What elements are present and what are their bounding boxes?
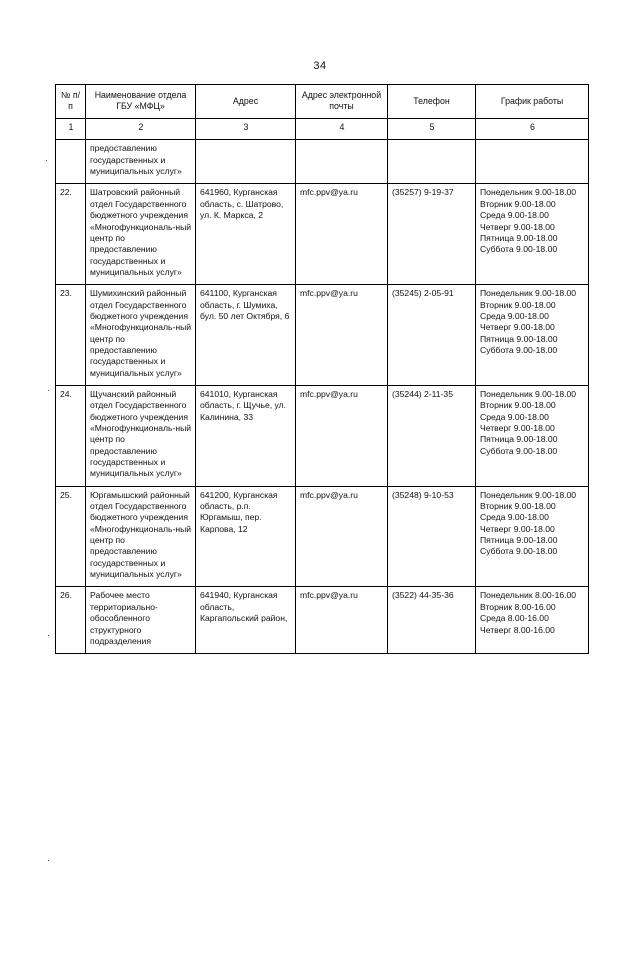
- cell-email: mfc.ppv@ya.ru: [296, 385, 388, 486]
- cell-schedule: [476, 184, 589, 285]
- schedule-line: Четверг 9.00-18.00: [480, 221, 555, 232]
- schedule-line: Пятница 9.00-18.00: [480, 232, 558, 243]
- document-page: [0, 60, 640, 965]
- cell-email: mfc.ppv@ya.ru: [296, 184, 388, 285]
- cell-number: 24.: [56, 385, 86, 486]
- cell-address: [196, 140, 296, 184]
- table-row: [56, 385, 589, 486]
- cell-number: [56, 140, 86, 184]
- cell-number: 25.: [56, 486, 86, 587]
- header-office-name: Наименование отдела ГБУ «МФЦ»: [86, 85, 196, 119]
- schedule-line: Пятница 9.00-18.00: [480, 333, 558, 344]
- cell-number: 23.: [56, 285, 86, 386]
- cell-phone: [388, 140, 476, 184]
- table-body: [56, 140, 589, 654]
- cell-address: 641940, Курганская область, Каргапольский район,: [196, 587, 296, 654]
- schedule-line: Среда 9.00-18.00: [480, 210, 549, 221]
- cell-schedule: [476, 285, 589, 386]
- cell-schedule: [476, 385, 589, 486]
- schedule-line: Суббота 9.00-18.00: [480, 344, 558, 355]
- schedule-line: Четверг 9.00-18.00: [480, 423, 555, 434]
- schedule-line: Понедельник 9.00-18.00: [480, 288, 577, 299]
- colnum-1: 1: [56, 118, 86, 140]
- schedule-line: Понедельник 9.00-18.00: [480, 489, 577, 500]
- cell-phone: (35244) 2-11-35: [388, 385, 476, 486]
- schedule-line: Среда 8.00-16.00: [480, 613, 549, 624]
- cell-email: mfc.ppv@ya.ru: [296, 486, 388, 587]
- table-column-numbers-row: [56, 118, 589, 140]
- header-schedule: График работы: [476, 85, 589, 119]
- schedule-line: Среда 9.00-18.00: [480, 411, 549, 422]
- cell-address: 641960, Курганская область, с. Шатрово, ул. К. Маркса, 2: [196, 184, 296, 285]
- colnum-3: 3: [196, 118, 296, 140]
- schedule-line: Суббота 9.00-18.00: [480, 445, 558, 456]
- cell-schedule: [476, 140, 589, 184]
- margin-mark: ·: [47, 855, 50, 865]
- cell-number: 26.: [56, 587, 86, 654]
- header-phone: Телефон: [388, 85, 476, 119]
- schedule-line: Пятница 9.00-18.00: [480, 535, 558, 546]
- table-container: [55, 84, 588, 654]
- cell-email: mfc.ppv@ya.ru: [296, 285, 388, 386]
- schedule-line: Вторник 9.00-18.00: [480, 198, 556, 209]
- schedule-line: Среда 9.00-18.00: [480, 310, 549, 321]
- schedule-line: Четверг 9.00-18.00: [480, 523, 555, 534]
- cell-email: mfc.ppv@ya.ru: [296, 587, 388, 654]
- margin-mark: ·: [47, 630, 50, 640]
- schedule-line: Вторник 9.00-18.00: [480, 400, 556, 411]
- cell-office-name: Рабочее место территориально-обособленного структурного подразделения: [86, 587, 196, 654]
- schedule-line: Суббота 9.00-18.00: [480, 244, 558, 255]
- table-header-row: [56, 85, 589, 119]
- header-email: Адрес электронной почты: [296, 85, 388, 119]
- schedule-line: Суббота 9.00-18.00: [480, 546, 558, 557]
- header-number: № п/п: [56, 85, 86, 119]
- schedule-line: Пятница 9.00-18.00: [480, 434, 558, 445]
- schedule-line: Вторник 9.00-18.00: [480, 299, 556, 310]
- schedule-line: Понедельник 8.00-16.00: [480, 590, 577, 601]
- schedule-line: Понедельник 9.00-18.00: [480, 187, 577, 198]
- margin-mark: ·: [45, 155, 48, 165]
- margin-mark: ·: [47, 385, 50, 395]
- page-number: 34: [313, 60, 327, 72]
- table-row: [56, 184, 589, 285]
- colnum-6: 6: [476, 118, 589, 140]
- cell-schedule: [476, 587, 589, 654]
- cell-phone: (35257) 9-19-37: [388, 184, 476, 285]
- cell-email: [296, 140, 388, 184]
- schedule-line: Среда 9.00-18.00: [480, 512, 549, 523]
- cell-office-name: Щучанский районный отдел Государственного бюджетного учреждения «Многофункциональ-ный центр по предоставлению государственных и муниципальных услуг»: [86, 385, 196, 486]
- table-row: [56, 486, 589, 587]
- cell-schedule: [476, 486, 589, 587]
- cell-phone: (35248) 9-10-53: [388, 486, 476, 587]
- cell-number: 22.: [56, 184, 86, 285]
- schedule-line: Четверг 8.00-16.00: [480, 624, 555, 635]
- cell-office-name: Юргамышский районный отдел Государственного бюджетного учреждения «Многофункциональ-ный центр по предоставлению государственных и муниципальных услуг»: [86, 486, 196, 587]
- mfc-offices-table: [55, 84, 589, 654]
- cell-phone: (3522) 44-35-36: [388, 587, 476, 654]
- header-address: Адрес: [196, 85, 296, 119]
- colnum-5: 5: [388, 118, 476, 140]
- cell-office-name: предоставлению государственных и муниципальных услуг»: [86, 140, 196, 184]
- table-row: [56, 587, 589, 654]
- cell-address: 641200, Курганская область, р.п. Юргамыш, пер. Карпова, 12: [196, 486, 296, 587]
- schedule-line: Понедельник 9.00-18.00: [480, 388, 577, 399]
- cell-office-name: Шатровский районный отдел Государственного бюджетного учреждения «Многофункциональ-ный центр по предоставлению государственных и муниципальных услуг»: [86, 184, 196, 285]
- schedule-line: Вторник 9.00-18.00: [480, 501, 556, 512]
- schedule-line: Четверг 9.00-18.00: [480, 322, 555, 333]
- colnum-2: 2: [86, 118, 196, 140]
- table-row: [56, 140, 589, 184]
- colnum-4: 4: [296, 118, 388, 140]
- cell-phone: (35245) 2-05-91: [388, 285, 476, 386]
- cell-office-name: Шумихинский районный отдел Государственного бюджетного учреждения «Многофункциональ-ный центр по предоставлению государственных и муниципальных услуг»: [86, 285, 196, 386]
- schedule-line: Вторник 8.00-16.00: [480, 601, 556, 612]
- cell-address: 641010, Курганская область, г. Щучье, ул. Калинина, 33: [196, 385, 296, 486]
- cell-address: 641100, Курганская область, г. Шумиха, бул. 50 лет Октября, 6: [196, 285, 296, 386]
- table-row: [56, 285, 589, 386]
